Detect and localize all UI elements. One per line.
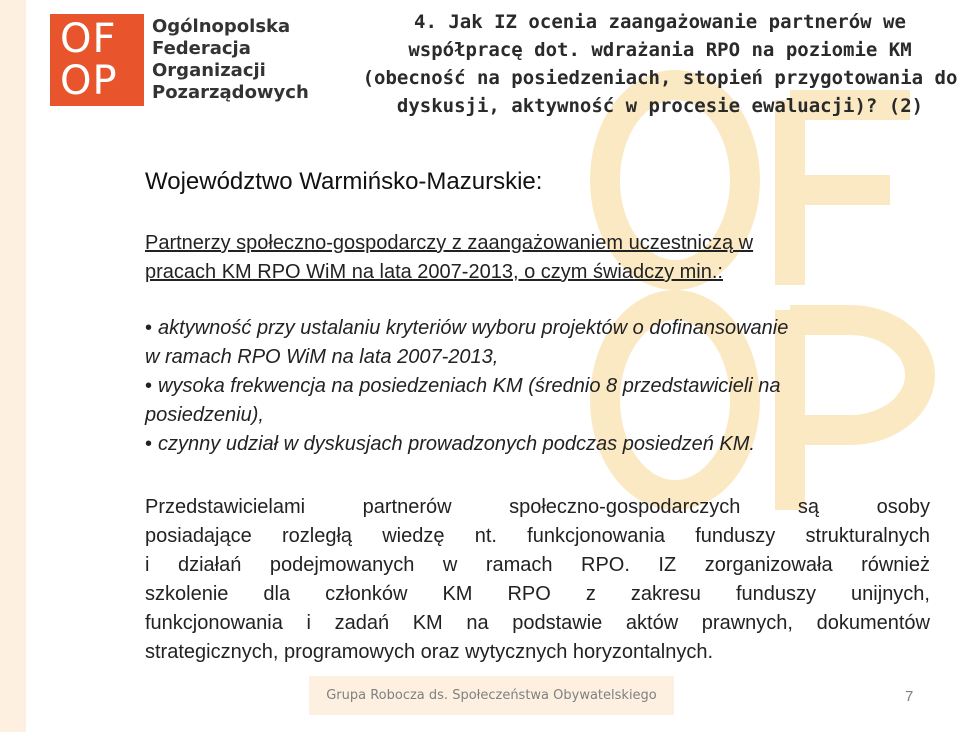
logo-line-3: Organizacji [152,60,266,81]
paragraph-line-5: funkcjonowania i zadań KM na podstawie aktów prawnych, dokumentów [145,612,930,634]
logo-box-top-letters: OF [60,16,117,62]
title-line-1: 4. Jak IZ ocenia zaangażowanie partnerów we [414,11,906,33]
page-number: 7 [905,688,914,705]
title-line-3: (obecność na posiedzeniach, stopień przygotowania do [362,67,958,89]
left-decorative-strip [0,0,26,732]
logo-line-2: Federacja [152,38,251,59]
bullet-item-3: • czynny udział w dyskusjach prowadzonych podczas posiedzeń KM. [145,433,755,455]
footer-label: Grupa Robocza ds. Społeczeństwa Obywatelskiego [309,676,674,715]
paragraph-line-6: strategicznych, programowych oraz wytycznych horyzontalnych. [145,641,714,663]
logo-line-4: Pozarządowych [152,82,309,103]
partners-line-2: pracach KM RPO WiM na lata 2007-2013, o czym świadczy min.: [145,261,723,283]
partners-line-1: Partnerzy społeczno-gospodarczy z zaangażowaniem uczestniczą w [145,232,754,254]
title-line-4: dyskusji, aktywność w procesie ewaluacji)? (2) [396,95,924,117]
region-heading: Województwo Warmińsko-Mazurskie: [145,168,543,195]
partners-intro [145,229,905,287]
paragraph-line-1: Przedstawicielami partnerów społeczno-gospodarczych są osoby [145,496,930,518]
summary-paragraph [145,493,930,667]
bullet-3-line-1: czynny udział w dyskusjach prowadzonych podczas posiedzeń KM. [158,433,755,455]
paragraph-line-4: szkolenie dla członków KM RPO z zakresu funduszy unijnych, [145,583,930,605]
bullet-1-line-1: aktywność przy ustalaniu kryteriów wyboru projektów o dofinansowanie [158,317,789,339]
bullet-item-1-cont: w ramach RPO WiM na lata 2007-2013, [145,346,499,368]
logo-line-1: Ogólnopolska [152,16,291,37]
bullet-list [145,314,935,459]
slide-title [360,8,960,120]
bullet-2-line-1: wysoka frekwencja na posiedzeniach KM (średnio 8 przedstawicieli na [158,375,781,397]
bullet-item-2-cont: posiedzeniu), [145,404,264,426]
paragraph-line-2: posiadające rozległą wiedzę nt. funkcjonowania funduszy strukturalnych [145,525,930,547]
bullet-item-1: • aktywność przy ustalaniu kryteriów wyboru projektów o dofinansowanie [145,317,789,339]
title-line-2: współpracę dot. wdrażania RPO na poziomie KM [408,39,912,61]
ofop-logo [50,14,309,110]
logo-box-bottom-letters: OP [60,58,118,104]
logo-text [152,16,309,104]
bullet-item-2: • wysoka frekwencja na posiedzeniach KM (średnio 8 przedstawicieli na [145,375,781,397]
logo-box [50,14,144,106]
paragraph-line-3: i działań podejmowanych w ramach RPO. IZ zorganizowała również [145,554,930,576]
